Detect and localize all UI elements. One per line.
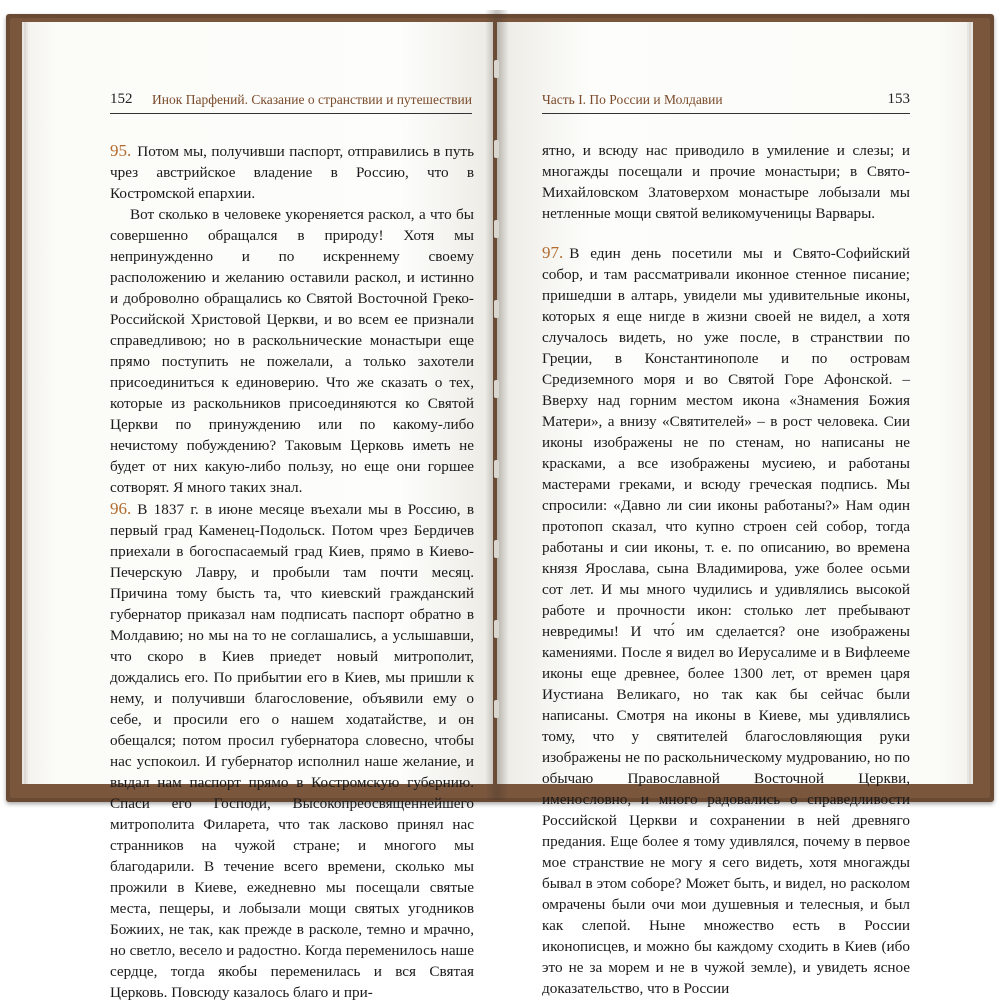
left-running-title: Инок Парфений. Сказание о странствии и путешествии bbox=[152, 92, 472, 107]
section-number: 97. bbox=[542, 243, 564, 262]
paragraph bbox=[542, 140, 910, 224]
paragraph bbox=[110, 140, 474, 204]
left-running-head bbox=[110, 89, 472, 114]
paragraph-text: ятно, и всюду нас приводило в умиление и слезы; и многажды посещали и прочие монастыри; в Свято-Михайловском Златоверхом монастыре лобызали мы нетленные мощи святой великомученицы Варвары. bbox=[542, 142, 910, 222]
paragraph-text: Потом мы, получивши паспорт, отправились в путь чрез австрийское владение в Россию, что в Костромской епархии. bbox=[110, 143, 474, 202]
paragraph bbox=[110, 498, 474, 1003]
section-number: 96. bbox=[110, 499, 132, 518]
right-page-number: 153 bbox=[887, 91, 910, 107]
right-running-head bbox=[542, 89, 910, 114]
paragraph-text: В един день посетили мы и Свято-Софийский собор, и там рассматривали иконное стенное писание; пришедши в алтарь, увидели мы удивительные иконы, которых я еще нигде в жизни своей не видел, а хотя случалось видеть, но уже после, в странствии по Греции, в Константинополе и по островам Средиземного моря и во Святой Горе Афонской. – Вверху над горним местом икона «Знамения Божия Матери», а внизу «Святителей» – в рост человека. Сии иконы изображены не по стенам, но написаны не красками, а все изображены мусиею, и работаны мастерами греками, и всюду греческая подпись. Мы спросили: «Давно ли сии иконы работаны?» Нам один протопоп сказал, что купно строен сей собор, тогда работаны и сии иконы, т. е. по описанию, во времена князя Ярослава, сына Владимирова, уже более осьми сот лет. И мы много чудились и удивлялись высокой работе и прочности икон: столько лет пребывают невредимы! И что́ им сделается? оне изображены камениями. После я видел во Иерусалиме и в Вифлееме иконы еще древнее, более 1300 лет, от времен царя Иустиана Великаго, но так как бы сейчас были написаны. Смотря на иконы в Киеве, мы удивлялись тому, что у святителей благословляющия руки изображены не по раскольническому мудрованию, но по обычаю Православной Восточной Церкви, именословно, и много радовались о справедливости Российской Церкви и сохранении в ней древняго предания. Еще более я тому удивлялся, почему в первое мое странствие не могу я сего видеть, хотя многажды бывал в этом соборе? Может быть, и видел, но расколом омрачены были очи мои душевныя и телесныя, и был как слепой. Ныне множество есть в России иконописцев, и можно бы каждому сходить в Киев (ибо это не за морем и не в чужой земле), и увидеть ясное доказательство, что в России bbox=[542, 245, 910, 997]
paragraph-text: В 1837 г. в июне месяце въехали мы в Россию, в первый град Каменец-Подольск. Потом чрез Бердичев приехали в богоспасаемый град Киев, прямо в Киево-Печерскую Лавру, и пробыли там почти месяц. Причина тому бысть та, что киевский гражданский губернатор приказал нам подписать паспорт обратно в Молдавию; но мы на то не соглашались, а услышавши, что скоро в Киев приедет новый митрополит, дождались его. По прибытии его в Киев, мы пришли к нему, и получивши благословение, объявили ему о себе, и просили его о нашем ходатайстве, и он обещался; потом просил губернатора словесно, чтобы нас успокоил. И губернатор исполнил наше желание, и выдал нам паспорт прямо в Костромскую губернию. Спаси его Господи, Высокопреосвященнейшего митрополита Филарета, что так ласково принял нас странников на чужой стране; и многого мы благодарили. В течение всего времени, сколько мы прожили в Киеве, ежедневно мы посещали святые места, пещеры, и лобызали мощи святых угодников Божиих, не так, как прежде в расколе, темно и мрачно, но светло, весело и радостно. Когда переменилось наше сердце, тогда якобы переменилась и вся Святая Церковь. Повсюду казалось благо и при- bbox=[110, 501, 474, 1001]
right-page-text bbox=[542, 140, 910, 999]
right-page bbox=[497, 22, 967, 997]
paragraph bbox=[110, 204, 474, 498]
section-number: 95. bbox=[110, 141, 132, 160]
right-running-title: Часть I. По России и Молдавии bbox=[542, 92, 723, 107]
paragraph bbox=[542, 242, 910, 999]
left-page-text bbox=[110, 140, 474, 1003]
left-page-number: 152 bbox=[110, 91, 133, 107]
paragraph-text: Вот сколько в человеке укореняется раскол, а что бы совершенно обращался в природу! Хотя мы непринужденно и по искреннему своему расположению и желанию оставили раскол, и истинно и доброволно обращались ко Святой Восточной Греко-Российской Христовой Церкви, и во всем ее признали справедливою; но в раскольнические монастыри еще прямо поступить не пожелали, а только захотели присоединиться к единоверию. Что же сказать о тех, которые из раскольников присоединяются ко Святой Церкви по принуждению или по какому-либо нечистому побуждению? Таковым Церковь иметь не будет от них какую-либо пользу, но еще они горшее сотворят. Я много таких знал. bbox=[110, 206, 474, 496]
left-page bbox=[28, 22, 493, 1001]
